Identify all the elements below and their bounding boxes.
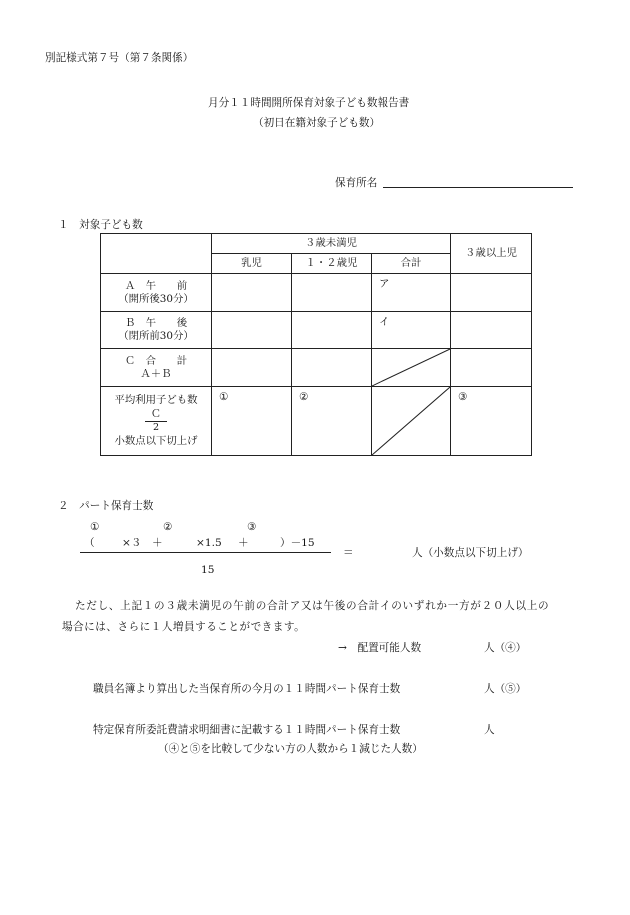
billing-label: 特定保育所委託費請求明細書に記載する１１時間パート保育士数	[93, 724, 401, 736]
row-label-main: Ｃ 合 計	[124, 354, 188, 367]
note-line-2: 場合には、さらに１人増員することができます。	[62, 621, 306, 633]
formula-mark-3: ③	[247, 521, 257, 533]
formula-token: （	[84, 537, 95, 549]
row-label-morning	[101, 274, 212, 312]
page-title: 月分１１時間開所保育対象子ども数報告書	[208, 97, 410, 109]
formula-token: ＋	[152, 537, 163, 549]
section1-heading: １ 対象子ども数	[58, 219, 143, 231]
formula-token: ×1.5	[196, 537, 222, 549]
cell-sum-infant	[212, 349, 292, 387]
over3-header: ３歳以上児	[451, 234, 532, 274]
cell-average-infant: ①	[212, 387, 292, 456]
cell-afternoon-total: イ	[372, 312, 451, 349]
cell-sum-total-crossed	[372, 349, 451, 387]
row-label-sum	[101, 349, 212, 387]
diagonal-strike	[372, 349, 450, 386]
facility-name-label: 保育所名	[335, 177, 378, 189]
cell-average-over3: ③	[451, 387, 532, 456]
cell-sum-age12	[292, 349, 372, 387]
cell-average-age12: ②	[292, 387, 372, 456]
diagonal-strike	[372, 387, 450, 455]
formula-mark-1: ①	[90, 521, 100, 533]
cell-morning-total: ア	[372, 274, 451, 312]
row-label-main: Ａ 午 前	[124, 279, 188, 292]
formula-token: ）－15	[280, 537, 315, 549]
formula-equals: ＝	[343, 547, 354, 559]
formula-result-unit: 人（小数点以下切上げ）	[412, 547, 529, 559]
row-label-main: Ｂ 午 後	[124, 317, 188, 329]
cell-afternoon-over3	[451, 312, 532, 349]
fraction-numerator: Ｃ	[145, 408, 167, 422]
infant-header: 乳児	[212, 254, 292, 274]
formula-token: ＋	[238, 537, 249, 549]
cell-sum-over3	[451, 349, 532, 387]
cell-afternoon-infant	[212, 312, 292, 349]
row-label-afternoon	[101, 312, 212, 349]
assignable-unit: 人（④）	[484, 642, 527, 654]
row-label-sub: （閉所前30分）	[118, 330, 194, 342]
formula-mark-2: ②	[163, 521, 173, 533]
cell-morning-over3	[451, 274, 532, 312]
facility-name-line	[383, 187, 573, 188]
average-note: 小数点以下切上げ	[114, 435, 198, 447]
row-label-sub: Ａ＋Ｂ	[140, 367, 172, 380]
age12-header: １・２歳児	[292, 254, 372, 274]
formula-fraction-line	[80, 552, 331, 553]
staff-roster-label: 職員名簿より算出した当保育所の今月の１１時間パート保育士数	[93, 683, 401, 695]
cell-afternoon-age12	[292, 312, 372, 349]
formula-denominator: 15	[201, 564, 215, 576]
cell-morning-infant	[212, 274, 292, 312]
row-label-sub: （開所後30分）	[118, 292, 194, 305]
assignable-label: → 配置可能人数	[338, 642, 422, 654]
section2-heading: ２ パート保育士数	[58, 500, 154, 512]
staff-roster-unit: 人（⑤）	[484, 683, 527, 695]
form-number: 別記様式第７号（第７条関係）	[45, 52, 194, 64]
cell-average-total-crossed	[372, 387, 451, 456]
cell-morning-age12	[292, 274, 372, 312]
average-label: 平均利用子ども数	[114, 394, 198, 406]
billing-unit: 人	[484, 724, 495, 736]
formula-token: ×３	[122, 537, 142, 549]
under3-header: ３歳未満児	[212, 234, 451, 254]
average-fraction	[145, 408, 167, 434]
corner-cell	[101, 234, 212, 274]
note-line-1: ただし、上記１の３歳未満児の午前の合計ア又は午後の合計イのいずれか一方が２０人以上の	[75, 600, 550, 612]
row-label-average	[101, 387, 212, 456]
page-subtitle: （初日在籍対象子ども数）	[253, 117, 381, 129]
under3-total-header: 合計	[372, 254, 451, 274]
billing-note: （④と⑤を比較して少ない方の人数から１減じた人数）	[158, 743, 423, 755]
children-count-table	[100, 233, 532, 456]
fraction-denominator: 2	[152, 422, 160, 433]
